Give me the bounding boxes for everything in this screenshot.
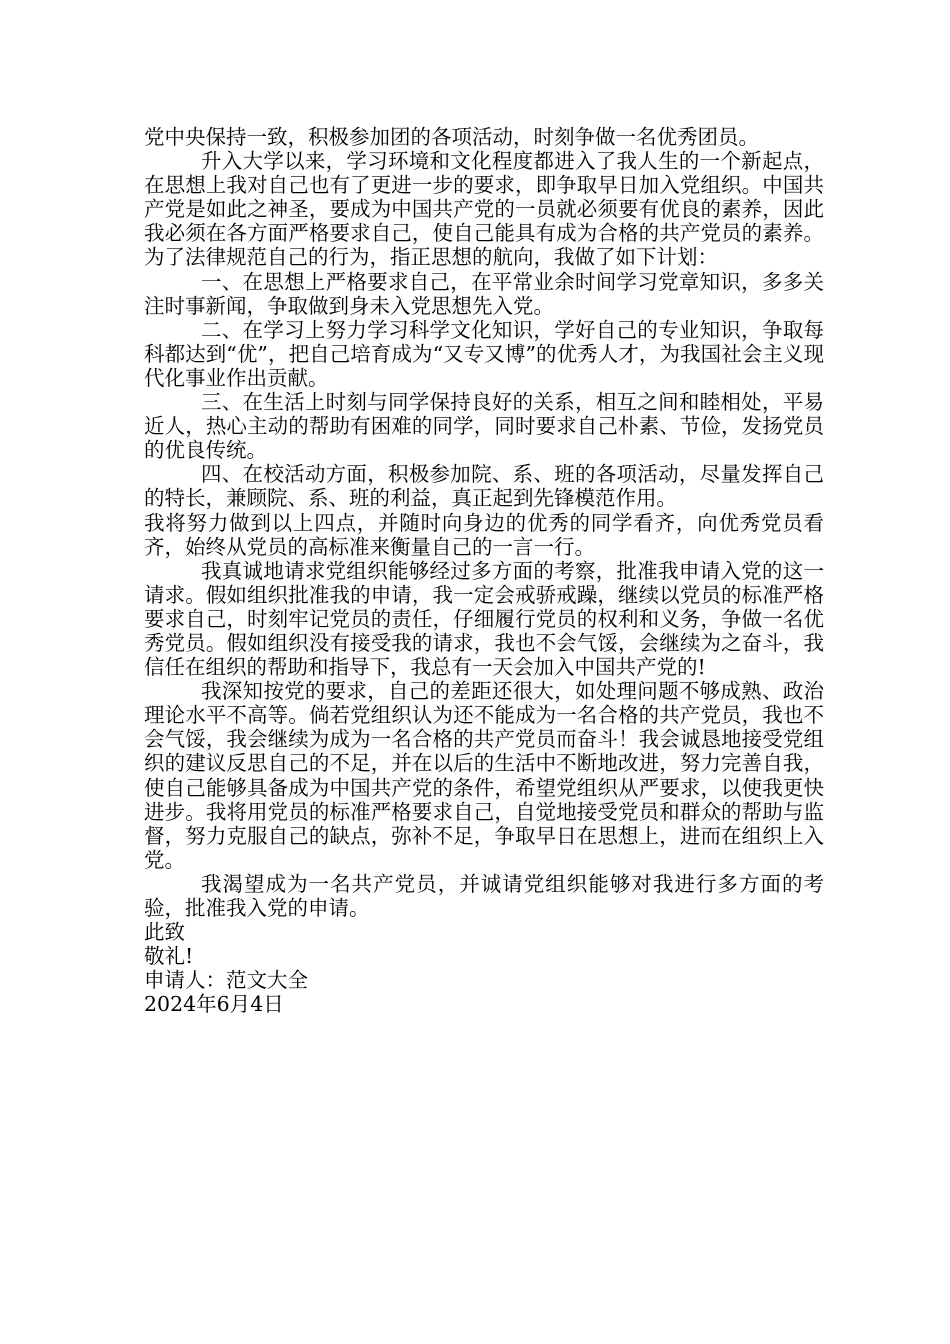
paragraph: 一、在思想上严格要求自己，在平常业余时间学习党章知识，多多关注时事新闻，争取做到身未入党思想先入党。 bbox=[144, 269, 824, 318]
paragraph: 三、在生活上时刻与同学保持良好的关系，相互之间和睦相处，平易近人，热心主动的帮助有困难的同学，同时要求自己朴素、节俭，发扬党员的优良传统。 bbox=[144, 390, 824, 463]
paragraph: 党中央保持一致，积极参加团的各项活动，时刻争做一名优秀团员。 bbox=[144, 125, 759, 149]
applicant-signature: 申请人：范文大全 bbox=[144, 968, 308, 993]
paragraph: 二、在学习上努力学习科学文化知识，学好自己的专业知识，争取每科都达到“优”，把自己培育成为“又专又博”的优秀人才，为我国社会主义现代化事业作出贡献。 bbox=[144, 317, 824, 390]
paragraph: 升入大学以来，学习环境和文化程度都进入了我人生的一个新起点，在思想上我对自己也有了更进一步的要求，即争取早日加入党组织。中国共产党是如此之神圣，要成为中国共产党的一员就必须要有优良的素养，因此我必须在各方面严格要求自己，使自己能具有成为合格的共产党员的素养。为了法律规范自己的行为，指正思想的航向，我做了如下计划： bbox=[144, 149, 824, 270]
application-date: 2024年6月4日 bbox=[144, 992, 284, 1017]
closing-salutation-1: 此致 bbox=[144, 920, 185, 945]
paragraph: 我深知按党的要求，自己的差距还很大，如处理问题不够成熟、政治理论水平不高等。倘若党组织认为还不能成为一名合格的共产党员，我也不会气馁，我会继续为成为一名合格的共产党员而奋斗！我会诚恳地接受党组织的建议反思自己的不足，并在以后的生活中不断地改进，努力完善自我，使自己能够具备成为中国共产党的条件，希望党组织从严要求，以使我更快进步。我将用党员的标准严格要求自己，自觉地接受党员和群众的帮助与监督，努力克服自己的缺点，弥补不足，争取早日在思想上，进而在组织上入党。 bbox=[144, 679, 824, 872]
paragraph: 我真诚地请求党组织能够经过多方面的考察，批准我申请入党的这一请求。假如组织批准我的申请，我一定会戒骄戒躁，继续以党员的标准严格要求自己，时刻牢记党员的责任，仔细履行党员的权利和义务，争做一名优秀党员。假如组织没有接受我的请求，我也不会气馁，会继续为之奋斗，我信任在组织的帮助和指导下，我总有一天会加入中国共产党的! bbox=[144, 558, 824, 680]
paragraph: 我将努力做到以上四点，并随时向身边的优秀的同学看齐，向优秀党员看齐，始终从党员的高标准来衡量自己的一言一行。 bbox=[144, 510, 824, 559]
closing-salutation-2: 敬礼! bbox=[144, 944, 194, 969]
paragraph: 我渴望成为一名共产党员，并诚请党组织能够对我进行多方面的考验，批准我入党的申请。 bbox=[144, 871, 824, 920]
paragraph: 四、在校活动方面，积极参加院、系、班的各项活动，尽量发挥自己的特长，兼顾院、系、班的利益，真正起到先锋模范作用。 bbox=[144, 462, 824, 511]
document-body bbox=[144, 125, 824, 1016]
